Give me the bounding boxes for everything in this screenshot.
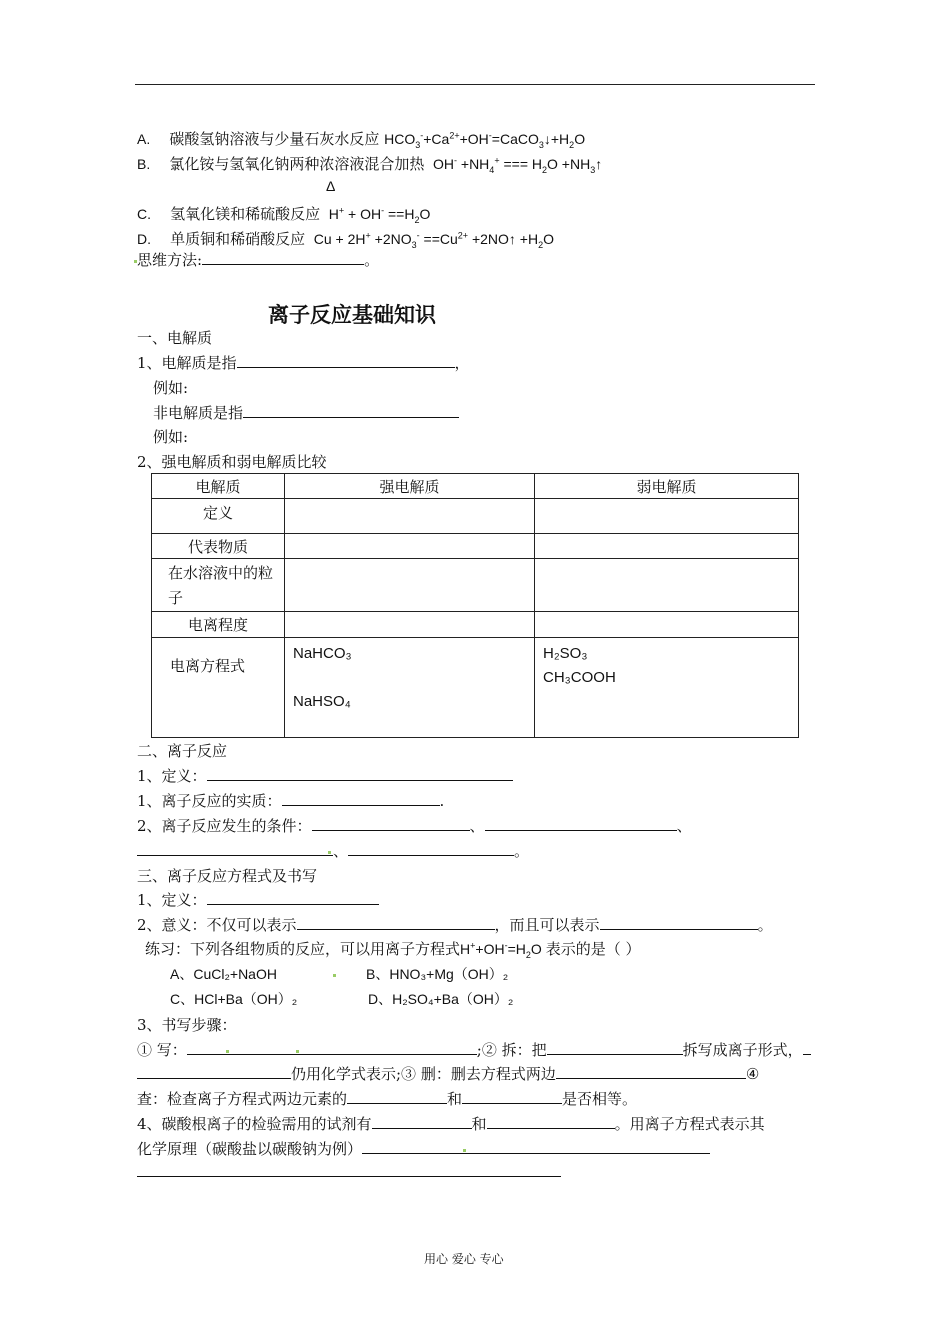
- eq-definition-blank[interactable]: [207, 890, 379, 905]
- condition-blank-2[interactable]: [485, 818, 677, 831]
- table-header-row: [152, 474, 799, 499]
- choice-d[interactable]: D、H₂SO₄+Ba（OH）₂: [368, 991, 514, 1007]
- cell-strong-equation[interactable]: [285, 638, 535, 738]
- sep-1: 、: [469, 817, 485, 835]
- practice-text-b: 表示的是（ ）: [545, 940, 641, 958]
- step4-and: 和: [447, 1090, 463, 1108]
- step2-blank[interactable]: [547, 1042, 683, 1055]
- step2-blank-cont[interactable]: [137, 1066, 291, 1079]
- step4-blank-2[interactable]: [462, 1091, 562, 1104]
- option-d-label: D.: [137, 231, 151, 247]
- step2-label-c: 仍用化学式表示;③ 删：删去方程式两边: [291, 1065, 556, 1083]
- option-c: [137, 203, 430, 225]
- meaning-line: [137, 914, 773, 935]
- example-1: 例如:: [153, 379, 189, 397]
- marker-dot: [226, 1050, 229, 1053]
- option-a-equation: $HCO_3^-+Ca^{2+}+OH^-=CaCO_3↓+H_2O$: [384, 130, 586, 150]
- electrolyte-blank[interactable]: [237, 353, 455, 368]
- section3-heading: 三、离子反应方程式及书写: [137, 867, 318, 885]
- reaction-conditions-cont: [137, 840, 529, 861]
- cell-strong-definition[interactable]: [285, 499, 535, 534]
- row-label-equation: 电离方程式: [152, 638, 285, 738]
- choice-a[interactable]: A、CuCl₂+NaOH: [170, 966, 277, 982]
- header-rule: [135, 84, 815, 85]
- thinking-label: 思维方法:: [137, 251, 203, 269]
- option-d-text: 单质铜和稀硝酸反应: [170, 230, 306, 248]
- option-b-label: B.: [137, 156, 151, 172]
- carbonate-test-line: [137, 1113, 765, 1134]
- q4-blank-1[interactable]: [372, 1116, 472, 1129]
- footer-text: 用心 爱心 专心: [424, 1252, 504, 1266]
- example-2: 例如:: [153, 428, 189, 446]
- step4-label-a: 查：检查离子方程式两边元素的: [137, 1090, 348, 1108]
- cell-strong-ionization[interactable]: [285, 612, 535, 638]
- conditions-end: 。: [514, 842, 530, 860]
- meaning-label-b: ，而且可以表示: [494, 916, 600, 934]
- ionic-equation-definition: [137, 889, 379, 910]
- option-b-equation: $OH^- +NH_4^+$ === $H_2O$ $+NH_3↑$: [429, 155, 603, 175]
- row-label-definition: 定义: [152, 499, 285, 534]
- thinking-blank[interactable]: [202, 250, 364, 265]
- electrolyte-definition: [137, 352, 470, 373]
- meaning-blank-2[interactable]: [600, 917, 758, 930]
- q4-blank-line: [137, 1163, 561, 1181]
- choice-b[interactable]: B、HNO₃+Mg（OH）₂: [366, 966, 509, 982]
- cell-weak-equation[interactable]: [535, 638, 799, 738]
- step1-blank[interactable]: [187, 1042, 477, 1055]
- q4-and: 和: [471, 1115, 487, 1133]
- step1-label: ① 写：: [137, 1041, 187, 1059]
- weak-example-1: H₂SO₃: [543, 645, 588, 662]
- row-label-ionization: 电离程度: [152, 612, 285, 638]
- step4-mark: ④: [745, 1065, 760, 1083]
- marker-dot: [134, 260, 137, 263]
- nonelectrolyte-label: 非电解质是指: [153, 404, 244, 422]
- header-strong: 强电解质: [285, 474, 535, 499]
- option-c-label: C.: [137, 206, 151, 222]
- meaning-blank-1[interactable]: [297, 917, 495, 930]
- q4-blank-2[interactable]: [487, 1116, 615, 1129]
- comparison-heading: 2、强电解质和弱电解质比较: [137, 453, 327, 471]
- meaning-end: 。: [757, 916, 773, 934]
- marker-dot: [296, 1050, 299, 1053]
- step-line-3: [137, 1088, 637, 1109]
- cell-weak-ionization[interactable]: [535, 612, 799, 638]
- comparison-table: [151, 473, 799, 738]
- option-a: [137, 128, 585, 150]
- cell-weak-representative[interactable]: [535, 534, 799, 559]
- ionic-reaction-essence: [137, 790, 444, 811]
- essence-end: .: [439, 792, 445, 810]
- marker-dot: [463, 1149, 466, 1152]
- marker-dot: [328, 851, 331, 854]
- sep-2: 、: [676, 817, 692, 835]
- sep-3: 、: [333, 842, 349, 860]
- q4-label-c: 化学原理（碳酸盐以碳酸钠为例）: [137, 1140, 363, 1158]
- strong-example-1: NaHCO₃: [293, 645, 352, 662]
- weak-example-2: CH₃COOH: [543, 669, 616, 686]
- section2-heading: 二、离子反应: [137, 742, 228, 760]
- header-electrolyte: 电解质: [152, 474, 285, 499]
- ionic-reaction-definition: [137, 765, 513, 786]
- cell-weak-particles[interactable]: [535, 559, 799, 612]
- thinking-line: [137, 249, 379, 270]
- option-c-text: 氢氧化镁和稀硫酸反应: [170, 205, 321, 223]
- practice-equation: $H^++OH^-=H_2O$: [460, 940, 546, 960]
- table-row: [152, 559, 799, 612]
- marker-dot: [333, 974, 336, 977]
- row-label-representative: 代表物质: [152, 534, 285, 559]
- page-title: 离子反应基础知识: [268, 303, 436, 327]
- step2-label-b: 拆写成离子形式，: [682, 1041, 803, 1059]
- essence-label: 1、离子反应的实质：: [137, 792, 282, 810]
- row-label-particles: 在水溶液中的粒子: [152, 559, 285, 612]
- q4-label-b: 。用离子方程式表示其: [614, 1115, 765, 1133]
- nonelectrolyte-blank[interactable]: [243, 403, 459, 418]
- cell-weak-definition[interactable]: [535, 499, 799, 534]
- delta-symbol: Δ: [326, 178, 336, 194]
- q4-blank-4[interactable]: [137, 1164, 561, 1177]
- reaction-conditions: [137, 815, 692, 836]
- strong-example-2: NaHSO₄: [293, 693, 351, 710]
- option-a-text: 碳酸氢钠溶液与少量石灰水反应: [169, 130, 380, 148]
- nonelectrolyte-definition: [153, 402, 459, 423]
- table-row: [152, 612, 799, 638]
- cell-strong-representative[interactable]: [285, 534, 535, 559]
- eq-definition-label: 1、定义：: [137, 891, 207, 909]
- essence-blank[interactable]: [282, 791, 440, 806]
- electrolyte-end: ，: [454, 354, 470, 372]
- option-b-text: 氯化铵与氢氧化钠两种浓溶液混合加热: [169, 155, 425, 173]
- q4-blank-3[interactable]: [362, 1141, 710, 1154]
- definition-blank[interactable]: [207, 768, 513, 781]
- table-row: [152, 638, 799, 738]
- electrolyte-label: 1、电解质是指: [137, 354, 237, 372]
- table-row: [152, 534, 799, 559]
- condition-blank-4[interactable]: [348, 843, 514, 856]
- step2-label-a: ;② 拆：把: [476, 1041, 547, 1059]
- practice-text-a: 练习：下列各组物质的反应，可以用离子方程式: [145, 940, 461, 958]
- option-d: [137, 228, 554, 250]
- step2-tail: [803, 1042, 811, 1055]
- practice-question: [145, 938, 640, 960]
- writing-steps-heading: 3、书写步骤：: [137, 1016, 237, 1034]
- option-a-label: A.: [137, 131, 151, 147]
- meaning-label-a: 2、意义：不仅可以表示: [137, 916, 297, 934]
- q4-label-a: 4、碳酸根离子的检验需用的试剂有: [137, 1115, 372, 1133]
- step4-blank-1[interactable]: [347, 1091, 447, 1104]
- step-line-1: [137, 1039, 811, 1060]
- definition-label: 1、定义：: [137, 767, 207, 785]
- thinking-end: 。: [364, 251, 380, 269]
- condition-blank-3[interactable]: [137, 843, 333, 856]
- carbonate-principle-line: [137, 1138, 710, 1159]
- step-line-2: [137, 1063, 759, 1084]
- step3-blank[interactable]: [556, 1066, 746, 1079]
- step4-label-b: 是否相等。: [562, 1090, 638, 1108]
- table-row: [152, 499, 799, 534]
- option-b: [137, 153, 602, 175]
- condition-blank-1[interactable]: [312, 818, 470, 831]
- cell-strong-particles[interactable]: [285, 559, 535, 612]
- section1-heading: 一、电解质: [137, 329, 213, 347]
- header-weak: 弱电解质: [535, 474, 799, 499]
- conditions-label: 2、离子反应发生的条件：: [137, 817, 312, 835]
- choice-c[interactable]: C、HCl+Ba（OH）₂: [170, 991, 298, 1007]
- option-c-equation: $H^+ + OH^- ==H_2O$: [324, 205, 431, 225]
- option-d-equation: $Cu + 2H^+ +2NO_3^- ==Cu^{2+}$ +2NO↑ $+H_2O$: [309, 230, 554, 250]
